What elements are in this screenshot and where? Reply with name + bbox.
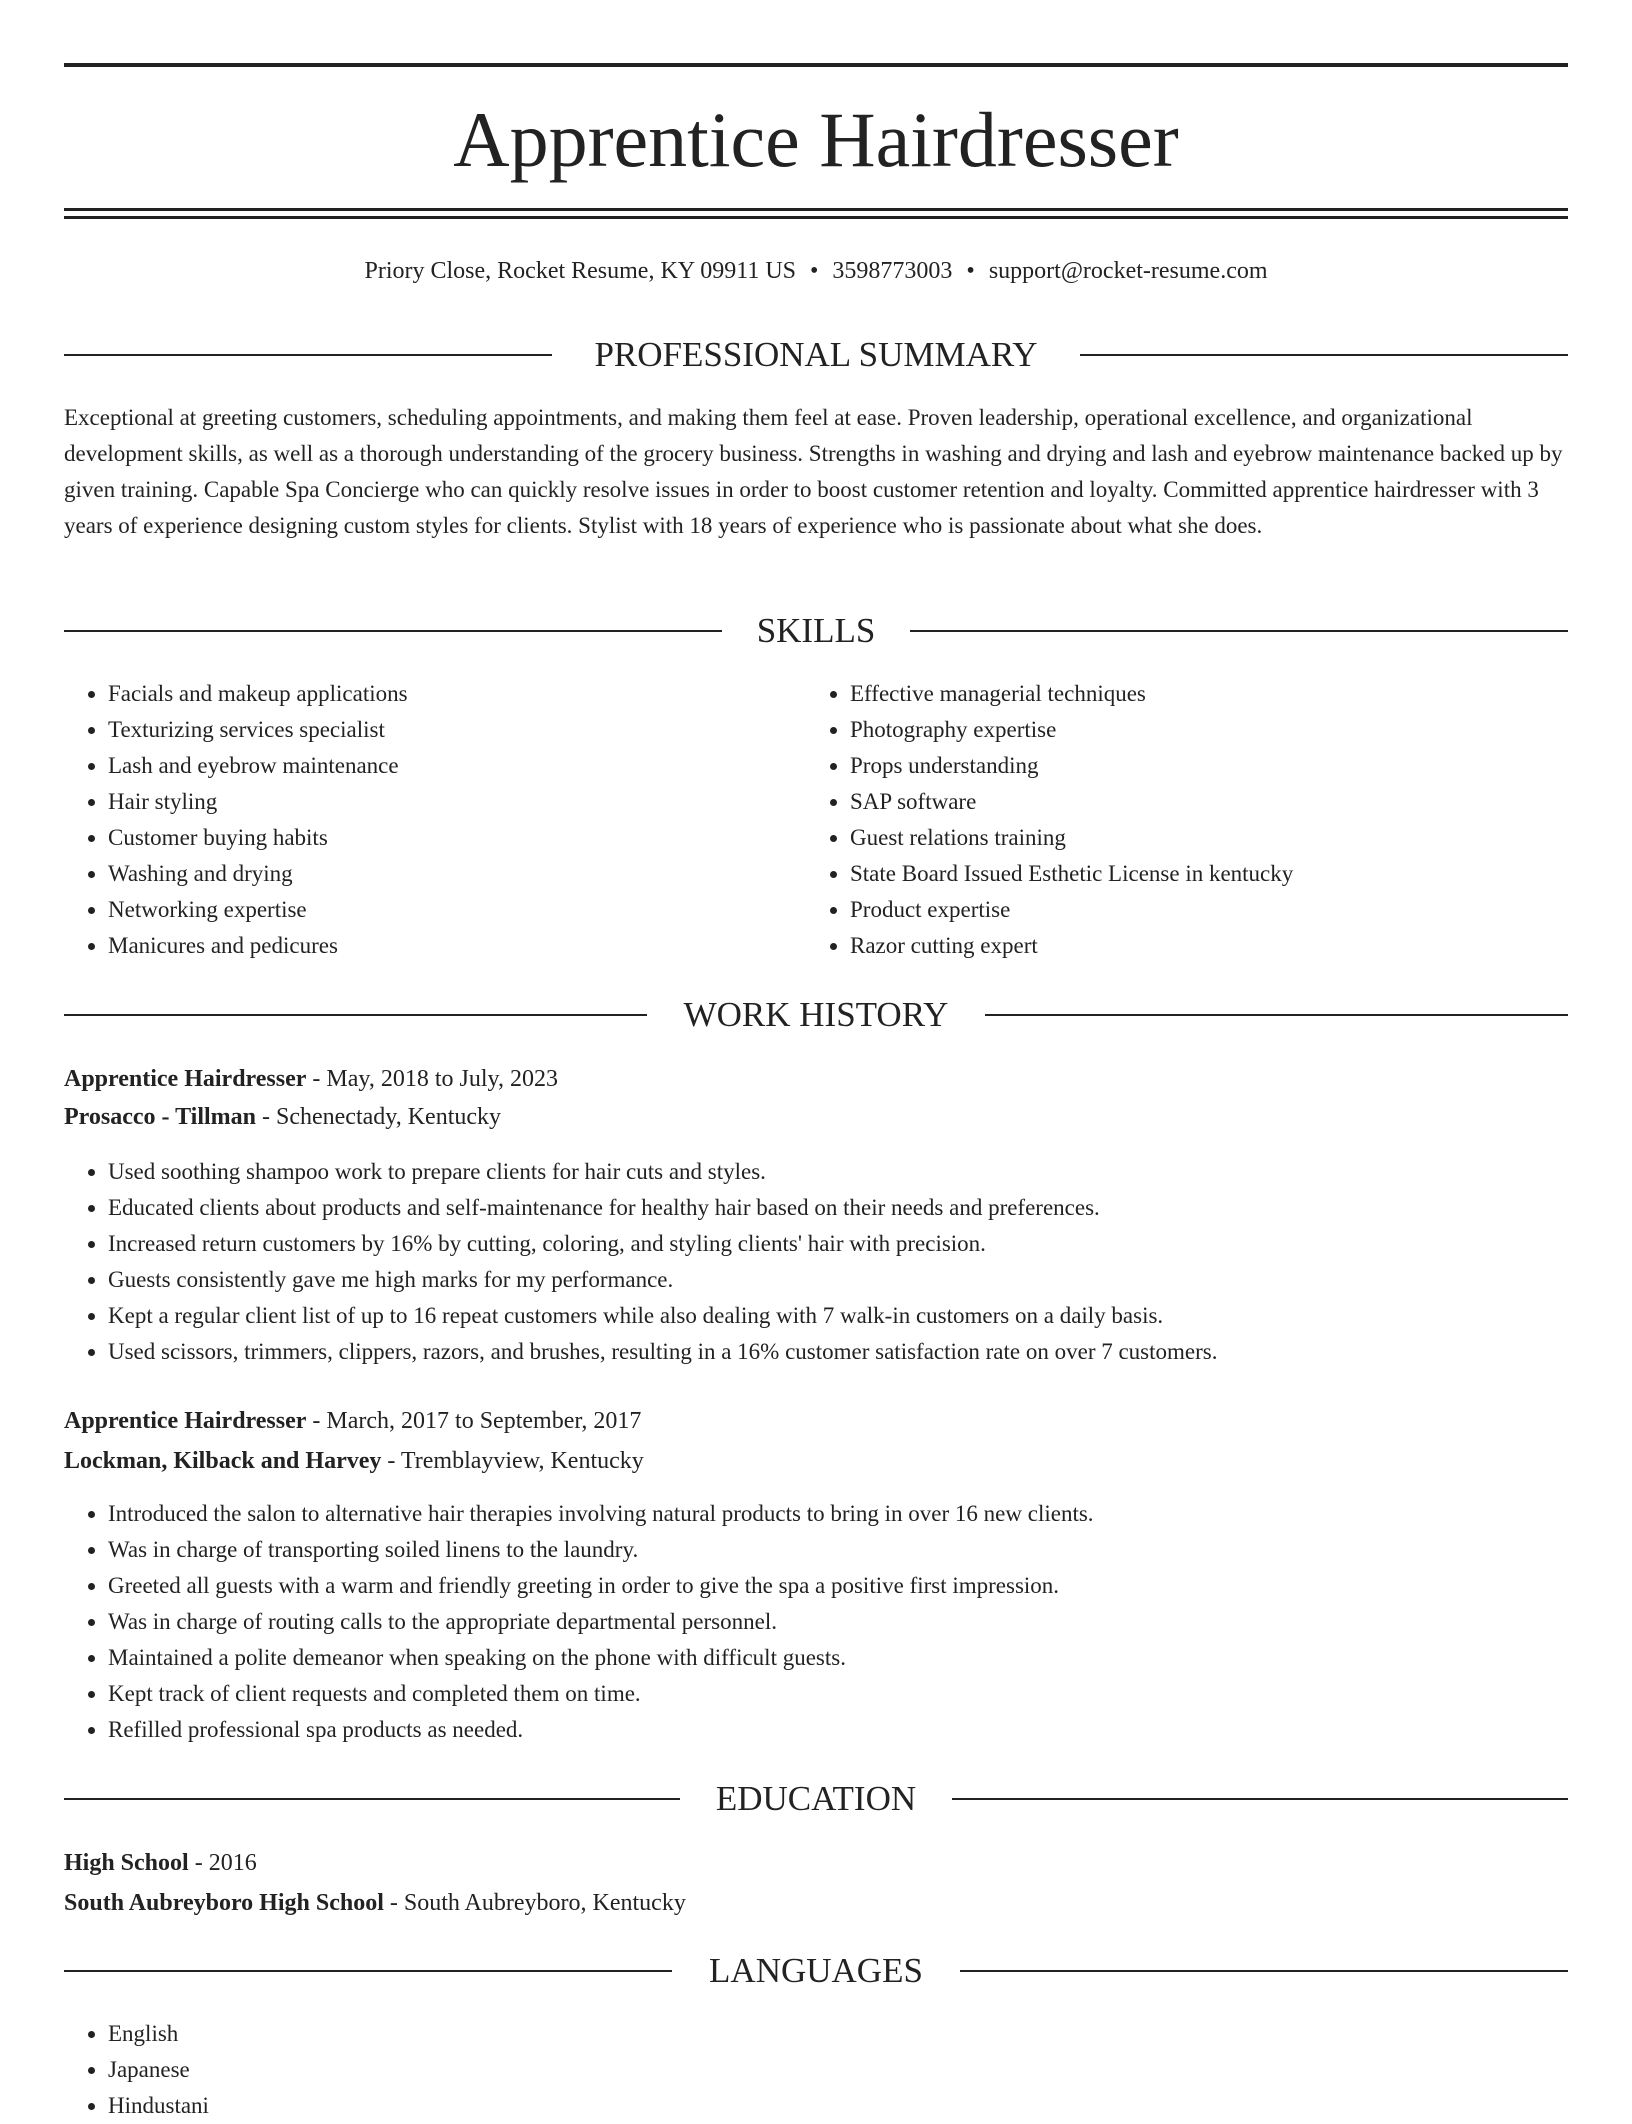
- summary-heading: [64, 335, 1568, 375]
- job-location: - Tremblayview, Kentucky: [381, 1448, 644, 1474]
- education-heading: [64, 1779, 1568, 1819]
- languages-heading: [64, 1951, 1568, 1991]
- list-item: • English: [108, 2016, 808, 2052]
- job-title: Apprentice Hairdresser: [64, 1408, 307, 1434]
- list-item: • Guests consistently gave me high marks for my performance.: [108, 1262, 1612, 1298]
- list-item: • Increased return customers by 16% by cutting, coloring, and styling clients' hair with precision.: [108, 1226, 1612, 1262]
- list-item: • Kept track of client requests and completed them on time.: [108, 1676, 1612, 1712]
- summary-title: PROFESSIONAL SUMMARY: [562, 335, 1069, 374]
- separator-dot: •: [810, 258, 819, 284]
- list-item: • Maintained a polite demeanor when speaking on the phone with difficult guests.: [108, 1640, 1612, 1676]
- skills-list-right: [806, 676, 1610, 964]
- email: support@rocket-resume.com: [988, 258, 1268, 284]
- list-item: • Manicures and pedicures: [108, 928, 808, 964]
- separator-dot: •: [966, 258, 975, 284]
- list-item: • Hair styling: [108, 784, 808, 820]
- list-item: • Lash and eyebrow maintenance: [108, 748, 808, 784]
- list-item: • Refilled professional spa products as needed.: [108, 1712, 1612, 1748]
- list-item: • Effective managerial techniques: [850, 676, 1610, 712]
- education-degree-line: [64, 1845, 1568, 1881]
- list-item: • Props understanding: [850, 748, 1610, 784]
- list-item: • Was in charge of routing calls to the appropriate departmental personnel.: [108, 1604, 1612, 1640]
- job-dates: - March, 2017 to September, 2017: [306, 1408, 642, 1434]
- languages-title: LANGUAGES: [677, 1951, 955, 1990]
- title-rule-upper: [64, 208, 1568, 211]
- job-company-line: [64, 1099, 1568, 1135]
- phone: 3598773003: [832, 258, 953, 284]
- job-title-line: [64, 1403, 1568, 1439]
- education-degree: High School: [64, 1850, 189, 1876]
- job-company: Lockman, Kilback and Harvey: [64, 1448, 382, 1474]
- job-company-line: [64, 1443, 1568, 1479]
- list-item: • Product expertise: [850, 892, 1610, 928]
- list-item: • SAP software: [850, 784, 1610, 820]
- list-item: • Networking expertise: [108, 892, 808, 928]
- list-item: • Facials and makeup applications: [108, 676, 808, 712]
- list-item: • State Board Issued Esthetic License in kentucky: [850, 856, 1610, 892]
- education-year: - 2016: [188, 1850, 257, 1876]
- job-bullets: [64, 1154, 1612, 1370]
- list-item: • Washing and drying: [108, 856, 808, 892]
- list-item: • Used soothing shampoo work to prepare clients for hair cuts and styles.: [108, 1154, 1612, 1190]
- summary-text: Exceptional at greeting customers, scheduling appointments, and making them feel at ease. Proven leadership, operational excellence, and organizational development skills, as well as a thorough understanding of the grocery business. Strengths in washing and drying and lash and eyebrow maintenance backed up by given training. Capable Spa Concierge who can quickly resolve issues in order to boost customer retention and loyalty. Committed apprentice hairdresser with 3 years of experience designing custom styles for clients. Stylist with 18 years of experience who is passionate about what she does.: [64, 405, 1563, 538]
- languages-list: [64, 2016, 808, 2124]
- work-title: WORK HISTORY: [652, 995, 981, 1034]
- address: Priory Close, Rocket Resume, KY 09911 US: [364, 258, 797, 284]
- education-school-line: [64, 1885, 1568, 1921]
- resume-title: Apprentice Hairdresser: [453, 96, 1179, 183]
- job-dates: - May, 2018 to July, 2023: [306, 1066, 558, 1092]
- list-item: • Introduced the salon to alternative hair therapies involving natural products to bring in over 16 new clients.: [108, 1496, 1612, 1532]
- top-rule: [64, 63, 1568, 67]
- job-title-line: [64, 1061, 1568, 1097]
- skills-list-left: [64, 676, 808, 964]
- job-bullets: [64, 1496, 1612, 1748]
- job-location: - Schenectady, Kentucky: [256, 1104, 502, 1130]
- list-item: • Educated clients about products and self-maintenance for healthy hair based on their needs and preferences.: [108, 1190, 1612, 1226]
- job-title: Apprentice Hairdresser: [64, 1066, 307, 1092]
- work-heading: [64, 995, 1568, 1035]
- list-item: • Kept a regular client list of up to 16 repeat customers while also dealing with 7 walk-in customers on a daily basis.: [108, 1298, 1612, 1334]
- education-location: - South Aubreyboro, Kentucky: [383, 1890, 686, 1916]
- education-title: EDUCATION: [684, 1779, 948, 1818]
- skills-heading: [64, 611, 1568, 651]
- list-item: • Used scissors, trimmers, clippers, razors, and brushes, resulting in a 16% customer satisfaction rate on over 7 customers.: [108, 1334, 1612, 1370]
- list-item: • Razor cutting expert: [850, 928, 1610, 964]
- list-item: • Was in charge of transporting soiled linens to the laundry.: [108, 1532, 1612, 1568]
- skills-title: SKILLS: [725, 611, 908, 650]
- list-item: • Hindustani: [108, 2088, 808, 2124]
- contact-line: [64, 253, 1568, 289]
- job-company: Prosacco - Tillman: [64, 1104, 256, 1130]
- title-rule-lower: [64, 216, 1568, 219]
- list-item: • Guest relations training: [850, 820, 1610, 856]
- list-item: • Japanese: [108, 2052, 808, 2088]
- list-item: • Texturizing services specialist: [108, 712, 808, 748]
- list-item: • Greeted all guests with a warm and friendly greeting in order to give the spa a positive first impression.: [108, 1568, 1612, 1604]
- list-item: • Customer buying habits: [108, 820, 808, 856]
- education-school: South Aubreyboro High School: [64, 1890, 384, 1916]
- list-item: • Photography expertise: [850, 712, 1610, 748]
